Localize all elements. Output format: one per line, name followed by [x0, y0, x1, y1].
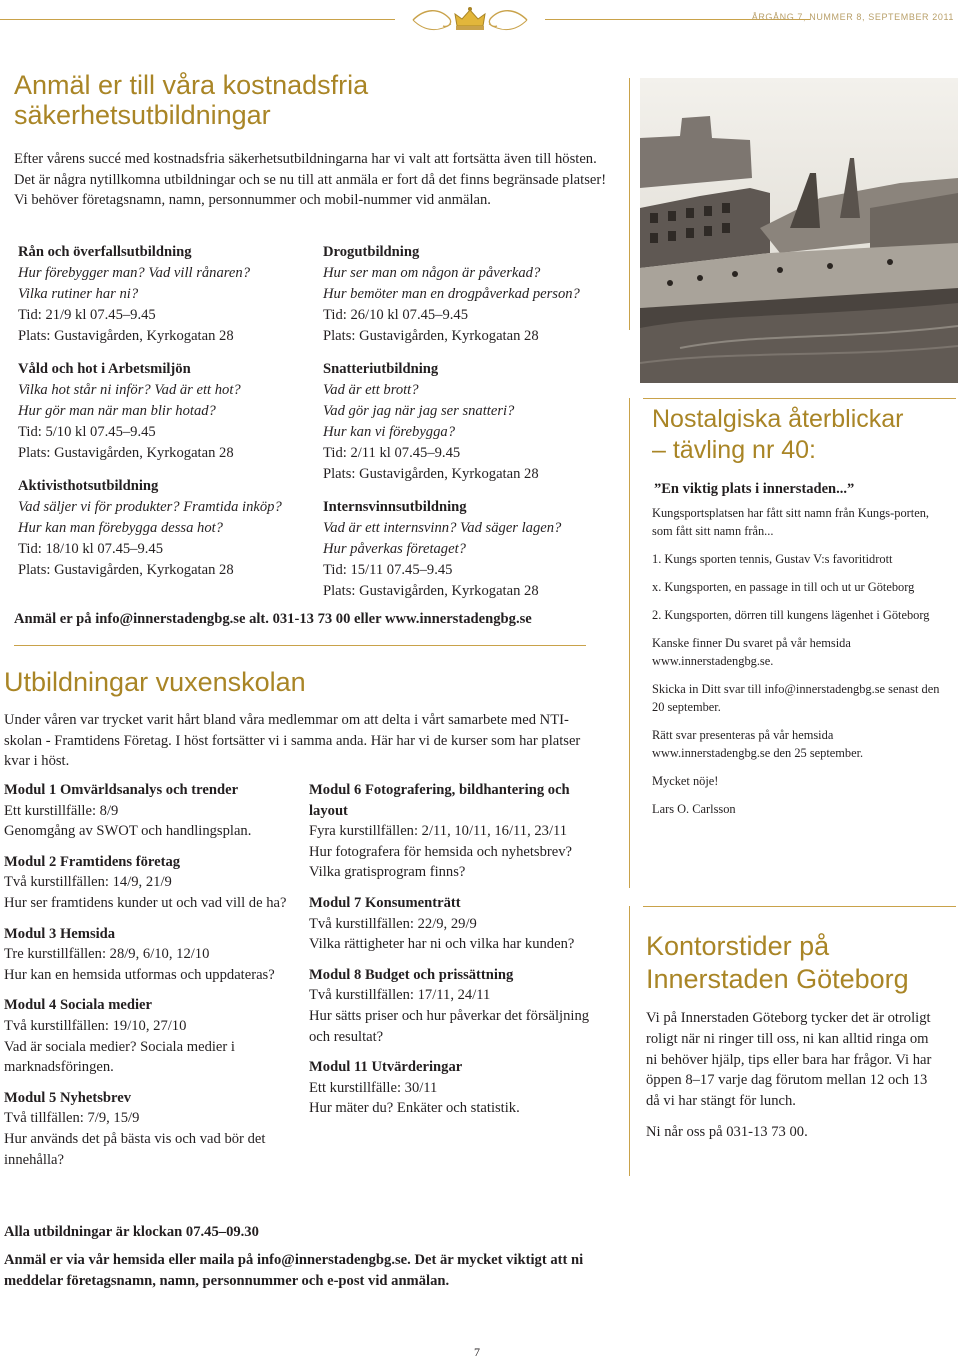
courses-right-column [323, 242, 623, 602]
module-title: Modul 1 Omvärldsanalys och trender [4, 782, 239, 798]
office-hours-title-line1: Kontorstider på [646, 931, 830, 961]
nostalgia-option: 1. Kungs sporten tennis, Gustav V:s favoritidrott [652, 552, 893, 566]
course-title: Snatteriutbildning [323, 361, 439, 377]
sidebar-rule [643, 398, 956, 399]
course-place: Plats: Gustavigården, Kyrkogatan 28 [323, 328, 539, 344]
sidebar-vertical-rule [629, 78, 630, 330]
module-dates: Två tillfällen: 7/9, 15/9 [4, 1110, 140, 1127]
course-time: Tid: 15/11 07.45–9.45 [323, 562, 453, 578]
course-question: Hur ser man om någon är påverkad? [323, 265, 541, 281]
nostalgia-text: Kungsportsplatsen har fått sitt namn från Kungs-porten, som fått sitt namn från... [652, 506, 930, 538]
course-time: Tid: 18/10 kl 07.45–9.45 [18, 541, 164, 557]
course-title: Våld och hot i Arbetsmiljön [18, 361, 191, 377]
module-title: Modul 2 Framtidens företag [4, 853, 181, 870]
course-title: Drogutbildning [323, 244, 420, 260]
course-time: Tid: 2/11 kl 07.45–9.45 [323, 445, 461, 461]
course-title: Aktivisthotsutbildning [18, 478, 159, 494]
issue-info: ÅRGÅNG 7, NUMMER 8, SEPTEMBER 2011 [751, 12, 954, 22]
course-time: Tid: 5/10 kl 07.45–9.45 [18, 424, 156, 440]
course-place: Plats: Gustavigården, Kyrkogatan 28 [323, 583, 539, 599]
course-question: Hur förebygger man? Vad vill rånaren? [18, 265, 250, 281]
course-question: Hur bemöter man en drogpåverkad person? [323, 286, 580, 302]
course-block [323, 497, 623, 602]
module-dates: Tre kurstillfällen: 28/9, 6/10, 12/10 [4, 946, 210, 963]
nostalgia-option: x. Kungsporten, en passage in till och ut ur Göteborg [652, 580, 915, 594]
course-title: Rån och överfallsutbildning [18, 244, 192, 260]
crown-ornament-icon [405, 4, 535, 36]
module-block [4, 1088, 294, 1170]
nostalgia-text: Rätt svar presenteras på vår hemsida www.innerstadengbg.se den 25 september. [652, 728, 864, 760]
module-title: Modul 11 Utvärderingar [309, 1059, 463, 1076]
course-title: Internsvinnsutbildning [323, 499, 467, 515]
module-desc: Vilka rättigheter har ni och vilka har kunden? [309, 936, 575, 953]
main-title-line1: Anmäl er till våra kostnadsfria [14, 70, 369, 100]
sidebar-vertical-rule [629, 398, 630, 888]
vux-title: Utbildningar vuxenskolan [4, 667, 306, 697]
course-question: Hur påverkas företaget? [323, 541, 466, 557]
module-desc: Vad är sociala medier? Sociala medier i marknadsföringen. [4, 1038, 235, 1076]
nostalgia-option: 2. Kungsporten, dörren till kungens lägenhet i Göteborg [652, 608, 930, 622]
course-place: Plats: Gustavigården, Kyrkogatan 28 [323, 466, 539, 482]
nostalgia-subtitle: ”En viktig plats i innerstaden...” [654, 481, 855, 497]
course-question: Vad är ett internsvinn? Vad säger lagen? [323, 520, 562, 536]
course-block [18, 242, 308, 347]
nostalgia-text: Mycket nöje! [652, 774, 719, 788]
course-block [323, 359, 623, 485]
course-question: Hur gör man när man blir hotad? [18, 403, 216, 419]
module-desc: Hur ser framtidens kunder ut och vad vill de ha? [4, 894, 287, 911]
nostalgia-text: Kanske finner Du svaret på vår hemsida www.innerstadengbg.se. [652, 636, 851, 668]
module-block [309, 780, 594, 883]
course-question: Vilka hot står ni inför? Vad är ett hot? [18, 382, 241, 398]
module-block [4, 924, 294, 986]
nostalgia-text: Skicka in Ditt svar till info@innerstadengbg.se senast den 20 september. [652, 682, 940, 714]
module-block [4, 852, 294, 914]
course-time: Tid: 26/10 kl 07.45–9.45 [323, 307, 469, 323]
header-rule-left [0, 19, 395, 20]
module-desc: Hur fotografera för hemsida och nyhetsbrev? Vilka gratisprogram finns? [309, 843, 572, 881]
module-title: Modul 8 Budget och prissättning [309, 966, 514, 983]
nostalgia-signature: Lars O. Carlsson [652, 802, 736, 816]
course-question: Vad gör jag när jag ser snatteri? [323, 403, 515, 419]
course-place: Plats: Gustavigården, Kyrkogatan 28 [18, 445, 234, 461]
course-place: Plats: Gustavigården, Kyrkogatan 28 [18, 562, 234, 578]
course-block [323, 242, 623, 347]
module-block [4, 995, 294, 1077]
time-note: Alla utbildningar är klockan 07.45–09.30 [4, 1224, 259, 1240]
historic-city-photo [640, 78, 958, 383]
module-desc: Hur sätts priser och hur påverkar det försäljning och resultat? [309, 1007, 590, 1045]
module-dates: Två kurstillfällen: 22/9, 29/9 [309, 915, 477, 932]
page-number: 7 [474, 1345, 480, 1359]
modules-left-column [4, 780, 294, 1170]
module-desc: Hur kan en hemsida utformas och uppdateras? [4, 966, 275, 983]
module-block [4, 780, 294, 842]
office-hours-body [646, 1008, 936, 1153]
course-block [18, 476, 308, 581]
signup-note: Anmäl er via vår hemsida eller maila på info@innerstadengbg.se. Det är mycket viktigt att ni meddelar företagsnamn, namn, personnummer och e-post vid anmälan. [4, 1252, 584, 1289]
nostalgia-title-line1: Nostalgiska återblickar [652, 405, 904, 433]
module-title: Modul 4 Sociala medier [4, 997, 152, 1014]
module-block [309, 893, 594, 955]
nostalgia-title [652, 404, 952, 466]
module-dates: Två kurstillfällen: 17/11, 24/11 [309, 987, 491, 1004]
module-title: Modul 7 Konsumenträtt [309, 894, 461, 911]
module-dates: Ett kurstillfälle: 30/11 [309, 1079, 438, 1096]
module-dates: Två kurstillfällen: 14/9, 21/9 [4, 874, 172, 891]
module-dates: Två kurstillfällen: 19/10, 27/10 [4, 1017, 187, 1034]
module-block [309, 1057, 594, 1119]
vux-intro: Under våren var trycket varit hårt bland våra medlemmar om att delta i vårt samarbete med NTI-skolan - Framtidens Företag. I höst fortsätter vi i samma anda. Här har vi de kurser som har platser kvar i höst. [4, 712, 581, 770]
course-question: Hur kan vi förebygga? [323, 424, 455, 440]
module-dates: Fyra kurstillfällen: 2/11, 10/11, 16/11, 23/11 [309, 823, 568, 840]
office-hours-phone: Ni når oss på 031-13 73 00. [646, 1123, 808, 1140]
module-block [309, 965, 594, 1047]
sidebar-rule [643, 906, 956, 907]
intro-paragraph: Efter vårens succé med kostnadsfria säkerhetsutbildningarna har vi valt att fortsätta även till hösten. Det är några nytillkomna utbildningar och se nu till att anmäla er fort då det finns begränsade platser! Vi behöver företagsnamn, namn, personnummer och mobil-nummer vid anmälan. [14, 151, 607, 208]
course-time: Tid: 21/9 kl 07.45–9.45 [18, 307, 156, 323]
course-question: Vad säljer vi för produkter? Framtida inköp? [18, 499, 282, 515]
module-desc: Hur mäter du? Enkäter och statistik. [309, 1100, 520, 1117]
main-title [14, 70, 614, 130]
course-question: Vad är ett brott? [323, 382, 419, 398]
sidebar-vertical-rule [629, 906, 630, 1176]
modules-right-column [309, 780, 594, 1119]
office-hours-text: Vi på Innerstaden Göteborg tycker det är otroligt roligt när ni ringer till oss, ni kan alltid ringa om ni behöver hjälp, tips eller bara har frågor. Vi har öppen 8–17 varje dag förutom mellan 12 och 13 då vi har stängt för lunch. [646, 1010, 932, 1110]
signup-info: Anmäl er på info@innerstadengbg.se alt. 031-13 73 00 eller www.innerstadengbg.se [14, 611, 532, 627]
nostalgia-body [652, 504, 942, 828]
section-divider [14, 645, 586, 646]
module-dates: Ett kurstillfälle: 8/9 [4, 802, 119, 819]
course-question: Hur kan man förebygga dessa hot? [18, 520, 223, 536]
module-title: Modul 5 Nyhetsbrev [4, 1089, 132, 1106]
courses-left-column [18, 242, 308, 581]
office-hours-title-line2: Innerstaden Göteborg [646, 964, 909, 994]
course-place: Plats: Gustavigården, Kyrkogatan 28 [18, 328, 234, 344]
module-desc: Hur används det på bästa vis och vad bör det innehålla? [4, 1130, 266, 1168]
course-question: Vilka rutiner har ni? [18, 286, 139, 302]
main-title-line2: säkerhetsutbildningar [14, 100, 271, 130]
course-block [18, 359, 308, 464]
module-desc: Genomgång av SWOT och handlingsplan. [4, 823, 252, 840]
module-title: Modul 3 Hemsida [4, 925, 116, 942]
module-title: Modul 6 Fotografering, bildhantering och layout [309, 782, 570, 819]
office-hours-title [646, 930, 956, 996]
nostalgia-title-line2: – tävling nr 40: [652, 436, 816, 464]
